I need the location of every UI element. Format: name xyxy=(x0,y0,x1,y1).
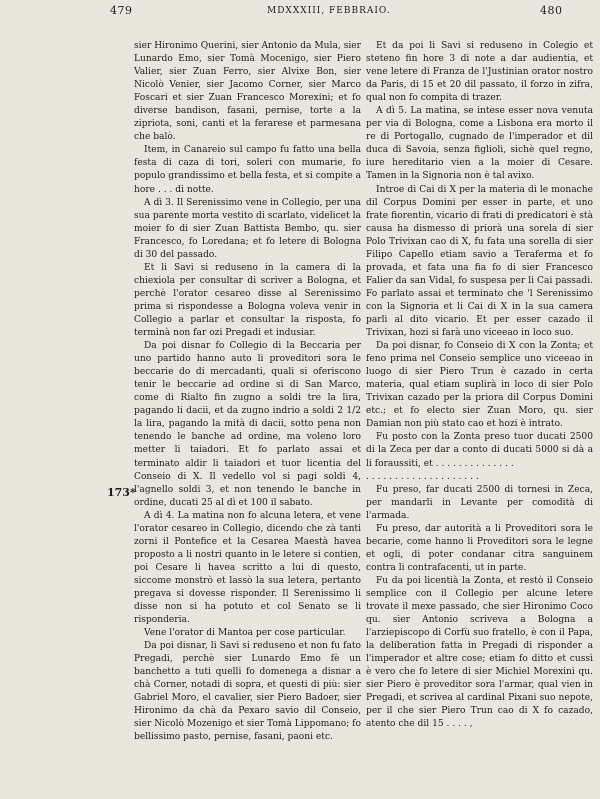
margin-folio-note: 173* xyxy=(107,486,136,499)
paragraph: Fu da poi licentià la Zonta, et restò il Conseio semplice con il Collegio per alcune letere trovate il mexe passado, che sier Hironimo Coco qu. sier Antonio scriveva a Bologna a l'arziepiscopo di Corfù suo fratello, è con il Papa, la deliberation fatta in Pregadi di risponder a l'imperador et altre cose; etiam fo ditto et cussì è vero che fo letere di sier Michiel Morexini qu. sier Piero è proveditor sora l'armar, qual vien in Pregadi, et scrivea al cardinal Pixani suo nepote, per il che sier Piero Trun cao di X fo cazado, atento che dil 15 . . . . , xyxy=(366,575,593,730)
paragraph: Et li Savi si reduseno in la camera di la chiexiola per consultar di scriver a Bologna, et perchè l'orator cesareo disse al Serenissimo prima si rispondesse a Bologna voleva venir in Collegio a parlar et consultar la risposta, fo terminà non far ozi Pregadi et indusiar. xyxy=(134,262,361,339)
paragraph: Et da poi li Savi si reduseno in Colegio et steteno fin hore 3 di note a dar audientia, et vene letere di Franza de l'Justinian orator nostro da Paris, di 15 et 20 dil passato, il forzo in zifra, qual non fo compita di trazer. xyxy=(366,41,593,104)
paragraph: Da poi disnar, fo Conseio di X con la Zonta; et feno prima nel Conseio semplice uno viceeao in luogo di sier Piero Trun è cazado in certa materia, qual etiam suplirà in loco di sier Polo Trivixan cazado per la priora dil Corpus Domini etc.; et fo electo sier Zuan Moro, qu. sier Damian non più stato cao et hozi è intrato. xyxy=(366,341,593,430)
paragraph: Introe di Cai di X per la materia di le monache dil Corpus Domini per esser in parte, et uno frate fiorentin, vicario di frati di predicatori è stà causa ha dismesso di priorà una sorela di sier Polo Trivixan cao di X, fu fata una sorella di sier Filipo Capello etiam savio a Teraferma et fo provada, et fata una fia fo di sier Francesco Falier da san Vidal, fo suspesa per li Cai passadi. Fo parlato assai et terminato che 'l Serenissimo con la Signoria et li Cai di X in la sua camera parli al dito vicario. Et per esser cazado il Trivixan, hozi si farà uno viceeao in loco suo. xyxy=(366,184,593,339)
paragraph: Fu posto con la Zonta preso tuor ducati 2500 di la Zeca per dar a conto di ducati 5000 si dà a li foraussiti, et . . . . . . . . . . . . . . xyxy=(366,432,593,469)
paragraph: Fu preso, far ducati 2500 di tornesi in Zeca, per mandarli in Levante per comodità di l'armada. xyxy=(366,484,593,521)
page-number-right: 480 xyxy=(540,4,563,17)
paragraph: Da poi disnar, li Savi si reduseno et non fu fato Pregadi, perchè sier Lunardo Emo fè un banchetto a tuti quelli fo domenega a disnar a chà Corner, notadi di sopra, et questi di più: sier Gabriel Moro, el cavalier, sier Piero Badoer, sier Hironimo da chà da Pexaro savio dil Conseio, sier Nicolò Mozenigo et sier Tomà Lippomano; fo bellissimo pasto, pernise, fasani, paoni etc. xyxy=(134,641,361,743)
paragraph: sier Hironimo Querini, sier Antonio da Mula, sier Lunardo Emo, sier Tomà Mocenigo, sier Piero Valier, sier Zuan Ferro, sier Alvixe Bon, sier Nicolò Venier, sier Jacomo Corner, sier Marco Foscari et sier Zuan Francesco Morexini; et fo diverse bandison, fasani, pernise, torte a la zipriota, soni, canti et la ferarese et parmesana che balò. xyxy=(134,41,361,143)
left-text-column xyxy=(134,40,361,745)
paragraph: Fu preso, dar autorità a li Proveditori sora le becarie, come hanno li Proveditori sora le legne et ogli, di poter condanar citra sanguinem contra li contrafacenti, ut in parte. xyxy=(366,523,593,573)
ellipsis-line: . . . . . . . . . . . . . . . . . . . . xyxy=(366,471,479,482)
paragraph: Vene l'orator di Mantoa per cose particular. xyxy=(144,628,346,639)
paragraph: Da poi disnar fo Collegio di la Beccaria per uno partido hanno auto li proveditori sora le beccarie do di mercadanti, quali si oferiscono tenir le beccarie ad ordine si di San Marco, come di Rialto fin zugno a soldi tre la lira, pagando li dacii, et da zugno indrio a soldi 2 1/2 la lira, pagando la mità di dacii, sotto pena non tenendo le banche ad ordine, ma voleno loro metter li taiadori. Et fo parlato assai et terminato aldir li taiadori et tuor licentia del Conseio di X. Il vedello vol si pagi soldi 4, l'agnello soldi 3, et non tenendo le banche in ordine, ducati 25 al dì et 100 il sabato. xyxy=(134,341,361,508)
page-number-left: 479 xyxy=(110,4,133,17)
paragraph: A dì 3. Il Serenissimo vene in Collegio, per una sua parente morta vestito di scarlato, videlicet la moier fo di sier Zuan Battista Bembo, qu. sier Francesco, fo Loredana; et fo letere di Bologna di 30 del passado. xyxy=(134,197,361,260)
paragraph: A dì 5. La matina, se intese esser nova venuta per via di Bologna, come a Lisbona era morto il re di Portogallo, cugnado de l'imperador et dil duca di Savoia, senza figlioli, sichè quel regno, iure hereditario vien a la moier di Cesare. Tamen in la Signoria non è tal avixo. xyxy=(366,106,593,182)
paragraph: Item, in Canareio sul campo fu fatto una bella festa di caza di tori, soleri con mumarie, fo populo grandissimo et bella festa, et si compite a hore . . . di notte. xyxy=(134,145,361,195)
running-header: MDXXXIII, FEBBRAIO. xyxy=(267,6,391,16)
right-text-column xyxy=(366,40,593,731)
paragraph: A dì 4. La matina non fo alcuna letera, et vene l'orator cesareo in Collegio, dicendo che zà tanti zorni il Pontefice et la Cesarea Maestà havea proposto a li nostri quanto in le letere si contien, poi Cesare li havea scritto a lui di questo, siccome monstrò et lassò la sua letera, pertanto pregava si dovesse risponder. Il Serenissimo li disse non si ha potuto et col Senato se li risponderia. xyxy=(134,510,361,626)
